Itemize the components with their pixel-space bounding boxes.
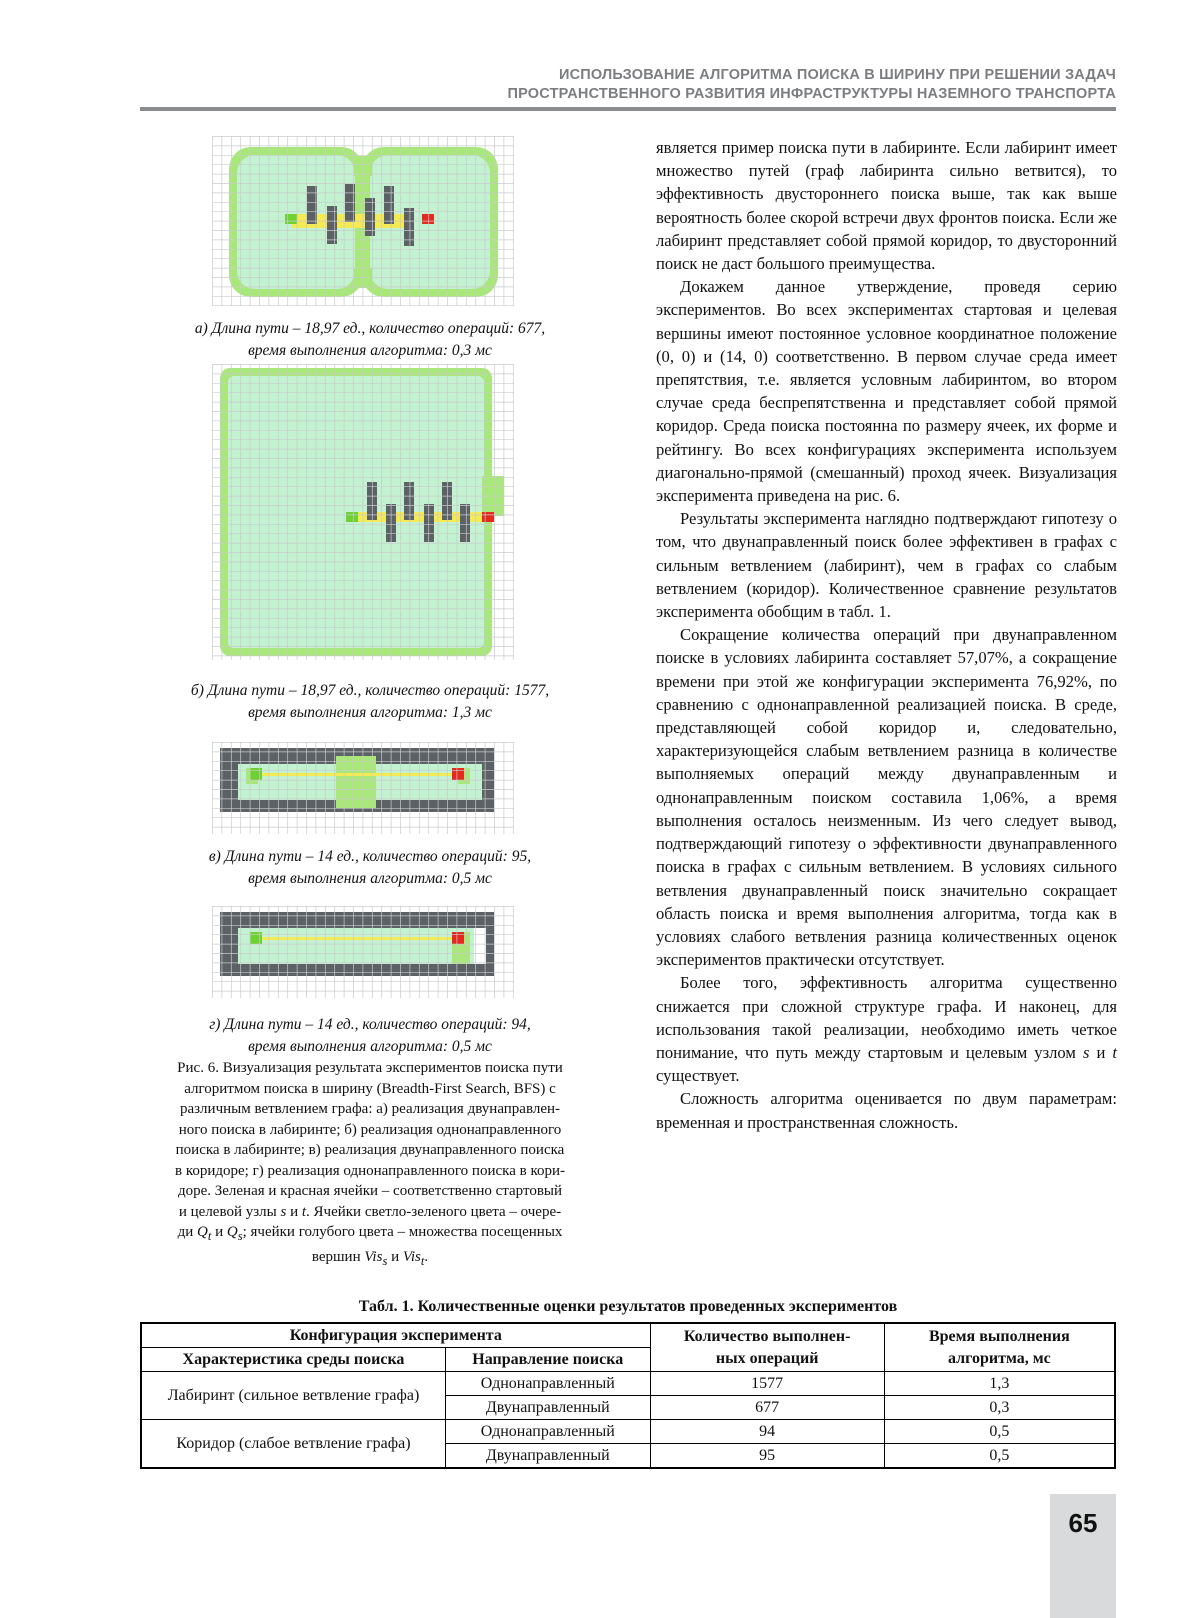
figcap-line xyxy=(140,1222,600,1247)
cell-ops: 94 xyxy=(650,1420,884,1444)
figure-a-maze-bidirectional xyxy=(212,136,514,306)
figure-a-caption xyxy=(140,318,600,362)
page-number: 65 xyxy=(1068,1508,1098,1538)
cell-time: 0,5 xyxy=(884,1420,1115,1444)
figcap-line: различным ветвлением графа: а) реализация двунаправлен- xyxy=(179,1101,561,1117)
var-vis: Vis xyxy=(364,1248,383,1265)
cell-ops: 1577 xyxy=(650,1372,884,1396)
figure-b-caption-line-2: время выполнения алгоритма: 1,3 мс xyxy=(248,704,492,721)
figcap-text: вершин xyxy=(311,1248,365,1265)
var-vis: Vis xyxy=(402,1248,421,1265)
obstacle-4 xyxy=(442,482,452,520)
figcap-text: ; ячейки голубого цвета – множества посещенных xyxy=(242,1224,563,1240)
meeting-frontier xyxy=(336,756,376,808)
sub-t: t xyxy=(207,1229,212,1243)
path-line xyxy=(252,937,464,940)
cell-time: 0,3 xyxy=(884,1396,1115,1420)
header-time xyxy=(884,1323,1115,1372)
figure-d-caption-line-2: время выполнения алгоритма: 0,5 мс xyxy=(248,1038,492,1055)
header-rule xyxy=(140,107,1116,111)
paragraph-5 xyxy=(656,971,1117,1087)
figcap-line: поиска в лабиринте; в) реализация двунаправленного поиска xyxy=(175,1142,565,1158)
figure-c-caption xyxy=(140,846,600,890)
target-cell xyxy=(422,214,434,224)
figcap-text: и xyxy=(211,1224,227,1240)
table-header-row xyxy=(141,1323,1115,1348)
cell-env: Лабиринт (сильное ветвление графа) xyxy=(141,1372,445,1420)
var-t: t xyxy=(1112,1042,1117,1062)
figcap-text: . xyxy=(424,1248,429,1265)
header-env: Характеристика среды поиска xyxy=(141,1348,445,1372)
header-ops-line-2: ных операций xyxy=(715,1349,819,1367)
obstacle-2 xyxy=(404,482,414,520)
figure-a-grid xyxy=(212,136,514,306)
paragraph-4: Сокращение количества операций при двунаправленном поиске в условиях лабиринта составляет 57,07%, а сокращение времени при этой же конфигурации эксперимента 76,92%, по сравнению с однонаправленной реализацией поиска. В среде, представляющей собой коридор и, следовательно, характеризующейся слабым ветвлением разница в количестве выполняемых операций между двунаправленным и однонаправленным поиском составила 1,06%, а время выполнения осталось неизменным. Из чего следует вывод, подтверждающий гипотезу о эффективности двунаправленного поиска в графах с сильным ветвлением. В условиях сильного ветвления двунаправленный поиск значительно сокращает область поиска и время выполнения алгоритма, тогда как в условиях слабого ветвления разница количественных оценок экспериментов практически отсутствует. xyxy=(656,625,1117,970)
table-row xyxy=(141,1420,1115,1444)
cell-dir: Однонаправленный xyxy=(445,1372,650,1396)
cell-ops: 95 xyxy=(650,1444,884,1469)
figcap-line xyxy=(140,1247,600,1272)
figcap-line: ного поиска в лабиринте; б) реализация однонаправленного xyxy=(178,1121,562,1138)
p5-text: существует. xyxy=(656,1066,740,1086)
paragraph-2: Докажем данное утверждение, проведя серию экспериментов. Во всех экспериментах стартовая и целевая вершины имеют постоянное условное координатное положение (0, 0) и (14, 0) соответственно. В первом случае среда имеет препятствия, т.е. является условным лабиринтом, во втором случае среда беспрепятственна и представляет собой прямой коридор. Среда поиска постоянна по размеру ячеек, их форме и рейтингу. Во всех конфигурациях эксперимента используем диагонально-прямой (смешанный) проход ячеек. Визуализация эксперимента приведена на рис. 6. xyxy=(656,277,1117,506)
start-cell xyxy=(250,768,262,780)
path-line xyxy=(252,773,464,776)
sub-s: s xyxy=(237,1229,243,1243)
cell-dir: Двунаправленный xyxy=(445,1396,650,1420)
figure-b-maze-unidirectional xyxy=(212,364,514,660)
header-line-2: ПРОСТРАНСТВЕННОГО РАЗВИТИЯ ИНФРАСТРУКТУРЫ НАЗЕМНОГО ТРАНСПОРТА xyxy=(507,86,1116,102)
figure-a-caption-line-1: а) Длина пути – 18,97 ед., количество операций: 677, xyxy=(194,320,546,337)
figure-c-caption-line-1: в) Длина пути – 14 ед., количество операций: 95, xyxy=(208,848,532,865)
obstacle-5 xyxy=(404,208,414,246)
var-t: t xyxy=(301,1203,307,1220)
cell-time: 0,5 xyxy=(884,1444,1115,1469)
page-number-tab xyxy=(1050,1494,1116,1618)
figure-d-caption xyxy=(140,1014,600,1058)
paragraph-6: Сложность алгоритма оценивается по двум параметрам: временная и пространственная сложность. xyxy=(656,1089,1117,1132)
cell-dir: Двунаправленный xyxy=(445,1444,650,1469)
start-cell xyxy=(346,512,358,522)
figure-b-caption xyxy=(140,680,600,724)
figure-b-caption-line-1: б) Длина пути – 18,97 ед., количество операций: 1577, xyxy=(190,682,550,699)
figure-6-caption xyxy=(140,1058,600,1271)
figcap-line: в коридоре; г) реализация однонаправленного поиска в кори- xyxy=(175,1162,565,1179)
var-s: s xyxy=(280,1203,287,1220)
target-cell xyxy=(482,512,494,522)
running-header xyxy=(140,66,1116,104)
header-dir: Направление поиска xyxy=(445,1348,650,1372)
figure-a-caption-line-2: время выполнения алгоритма: 0,3 мс xyxy=(248,342,492,359)
header-ops-line-1: Количество выполнен- xyxy=(683,1327,851,1345)
header-line-1: ИСПОЛЬЗОВАНИЕ АЛГОРИТМА ПОИСКА В ШИРИНУ ПРИ РЕШЕНИИ ЗАДАЧ xyxy=(558,67,1116,83)
paragraph-1: является пример поиска пути в лабиринте. Если лабиринт имеет множество путей (граф лабиринта сильно ветвится), то эффективность двустороннего поиска выше, так как выше вероятность более скорой встречи двух фронтов поиска. Если же лабиринт представляет собой прямой коридор, то двусторонний поиск не даст большого преимущества. xyxy=(656,138,1117,274)
header-config: Конфигурация эксперимента xyxy=(141,1323,650,1348)
figure-c-corridor-bidirectional xyxy=(212,742,514,834)
sub-t: t xyxy=(420,1253,425,1268)
table-caption: Табл. 1. Количественные оценки результатов проведенных экспериментов xyxy=(358,1298,898,1315)
obstacle-0 xyxy=(307,186,317,224)
obstacle-5 xyxy=(460,504,470,542)
paragraph-3: Результаты эксперимента наглядно подтверждают гипотезу о том, что двунаправленный поиск более эффективен в графах с сильным ветвлением (лабиринт), чем в графах со слабым ветвлением (коридор). Количественное сравнение результатов эксперимента обобщим в табл. 1. xyxy=(656,509,1117,622)
header-time-line-1: Время выполнения xyxy=(928,1327,1070,1345)
figcap-text: и целевой узлы xyxy=(178,1203,281,1220)
results-table xyxy=(140,1322,1116,1469)
figcap-text: и xyxy=(387,1248,403,1265)
cell-env: Коридор (слабое ветвление графа) xyxy=(141,1420,445,1469)
start-cell xyxy=(285,214,297,224)
figure-b-grid xyxy=(212,364,514,660)
figure-d-caption-line-1: г) Длина пути – 14 ед., количество операций: 94, xyxy=(209,1016,531,1033)
cell-dir: Однонаправленный xyxy=(445,1420,650,1444)
figcap-line xyxy=(140,1202,600,1223)
target-cell xyxy=(452,768,464,780)
var-q: Q xyxy=(197,1224,208,1240)
header-ops xyxy=(650,1323,884,1372)
figcap-text: и xyxy=(286,1203,302,1220)
cell-ops: 677 xyxy=(650,1396,884,1420)
figure-d-corridor-unidirectional xyxy=(212,906,514,998)
figcap-line: алгоритмом поиска в ширину (Breadth-First Search, BFS) с xyxy=(184,1080,556,1097)
obstacle-3 xyxy=(384,186,394,224)
figure-c-grid xyxy=(212,742,514,834)
figure-c-caption-line-2: время выполнения алгоритма: 0,5 мс xyxy=(248,870,492,887)
cell-time: 1,3 xyxy=(884,1372,1115,1396)
target-cell xyxy=(452,932,464,944)
p5-text: Более того, эффективность алгоритма существенно снижается при сложной структуре графа. И наконец, для использования такой реализации, необходимо иметь четкое понимание, что путь между стартовым и целевым узлом xyxy=(656,973,1117,1062)
figure-d-grid xyxy=(212,906,514,998)
var-s: s xyxy=(1082,1042,1090,1062)
corridor-visited xyxy=(238,928,482,964)
body-text-column xyxy=(656,136,1117,1134)
figcap-text: . Ячейки светло-зеленого цвета – очере- xyxy=(306,1203,562,1220)
sub-s: s xyxy=(382,1253,388,1268)
figcap-text: ди xyxy=(177,1224,198,1240)
start-cell xyxy=(250,932,262,944)
table-row xyxy=(141,1372,1115,1396)
figcap-line: Рис. 6. Визуализация результата экспериментов поиска пути xyxy=(177,1060,563,1076)
p5-text: и xyxy=(1089,1042,1113,1062)
var-q: Q xyxy=(226,1224,238,1240)
figcap-line: доре. Зеленая и красная ячейки – соответственно стартовый xyxy=(177,1183,563,1199)
header-time-line-2: алгоритма, мс xyxy=(947,1349,1051,1367)
